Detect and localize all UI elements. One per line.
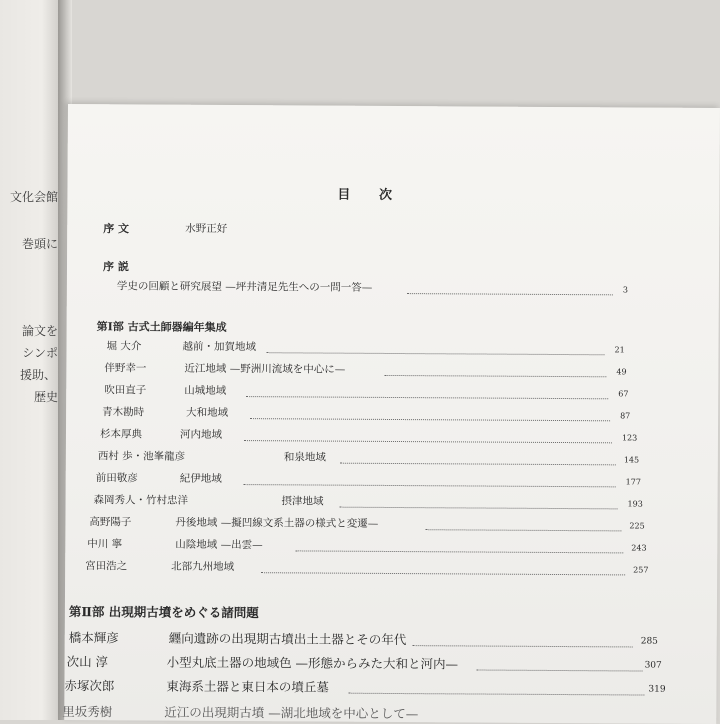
entry-author: 杉本厚典 bbox=[99, 428, 143, 441]
page-number: 307 bbox=[644, 660, 662, 671]
entry-title: 越前・加賀地域 bbox=[182, 340, 257, 354]
entry-title: 摂津地域 bbox=[281, 495, 324, 508]
left-page-text: 巻頭に bbox=[21, 237, 58, 251]
preface-author: 水野正好 bbox=[185, 222, 228, 235]
left-page-text: 歴史 bbox=[33, 390, 58, 404]
left-page-text: 援助、 bbox=[19, 368, 56, 382]
leader-dots bbox=[477, 669, 643, 672]
entry-title: 近江地域 —野洲川流域を中心に— bbox=[184, 362, 346, 376]
entry-title: 小型丸底土器の地域色 —形態からみた大和と河内— bbox=[166, 654, 459, 672]
page-number: 243 bbox=[631, 543, 647, 553]
leader-dots bbox=[261, 571, 625, 575]
left-page-text: シンポ bbox=[22, 346, 58, 360]
entry-author: 橋本輝彦 bbox=[68, 630, 119, 646]
leader-dots bbox=[407, 292, 613, 295]
preface-label: 序 文 bbox=[103, 222, 130, 236]
entry-title: 東海系土器と東日本の墳丘墓 bbox=[166, 678, 330, 695]
page-number: 319 bbox=[648, 684, 666, 695]
entry-title: 丹後地域 —擬凹線文系土器の様式と変遷— bbox=[175, 516, 379, 530]
entry-author: 青木勘時 bbox=[102, 406, 145, 419]
toc-page bbox=[64, 104, 720, 724]
entry-author: 前田敬彦 bbox=[95, 472, 138, 485]
entry-title: 近江の出現期古墳 —湖北地域を中心として— bbox=[164, 704, 419, 722]
left-page-text: 論文を bbox=[21, 324, 58, 338]
entry-author: 赤塚次郎 bbox=[64, 677, 115, 694]
leader-dots bbox=[425, 528, 621, 531]
entry-author: 次山 淳 bbox=[66, 654, 109, 670]
entry-author: 吹田直子 bbox=[104, 384, 147, 397]
leader-dots bbox=[266, 351, 604, 355]
leader-dots bbox=[246, 395, 608, 399]
part2-heading: 第Ⅱ部 出現期古墳をめぐる諸問題 bbox=[68, 604, 259, 621]
entry-title: 和泉地域 bbox=[283, 451, 326, 464]
leader-dots bbox=[348, 692, 644, 696]
page-number: 67 bbox=[618, 389, 629, 399]
page-number: 285 bbox=[640, 636, 658, 647]
intro-item-title: 学史の回顧と研究展望 —坪井清足先生への一問一答— bbox=[116, 280, 373, 294]
page-number: 3 bbox=[622, 285, 628, 295]
page-number: 87 bbox=[620, 411, 631, 421]
leader-dots bbox=[340, 462, 616, 466]
page-number: 21 bbox=[614, 345, 625, 355]
part1-heading: 第Ⅰ部 古式土師器編年集成 bbox=[96, 320, 227, 334]
entry-author: 西村 歩・池峯龍彦 bbox=[97, 450, 186, 463]
leader-dots bbox=[413, 644, 633, 647]
entry-author: 高野陽子 bbox=[89, 516, 132, 529]
entry-title: 紀伊地域 bbox=[179, 472, 222, 485]
leader-dots bbox=[244, 483, 616, 487]
entry-title: 北部九州地域 bbox=[171, 560, 235, 574]
entry-title: 山陰地域 —出雲— bbox=[175, 538, 263, 552]
leader-dots bbox=[250, 417, 610, 421]
page-number: 49 bbox=[616, 367, 627, 377]
intro-label: 序 説 bbox=[102, 260, 129, 274]
entry-author: 中川 寧 bbox=[87, 538, 123, 551]
leader-dots bbox=[340, 506, 618, 510]
leader-dots bbox=[384, 374, 606, 377]
page-number: 257 bbox=[633, 565, 649, 575]
entry-title: 河内地域 bbox=[179, 428, 223, 441]
entry-title: 山城地域 bbox=[184, 384, 227, 397]
previous-page bbox=[0, 0, 60, 720]
page-number: 225 bbox=[629, 521, 645, 531]
page-number: 145 bbox=[623, 455, 640, 465]
entry-author: 伴野幸一 bbox=[104, 362, 147, 375]
left-page-text: 文化会館 bbox=[9, 190, 58, 204]
entry-title: 纒向遺跡の出現期古墳出土土器とその年代 bbox=[168, 630, 407, 648]
entry-author: 堀 大介 bbox=[106, 340, 142, 353]
entry-author: 里坂秀樹 bbox=[62, 703, 113, 720]
page-number: 193 bbox=[627, 499, 643, 509]
page-title: 目 次 bbox=[337, 187, 405, 204]
page-number: 177 bbox=[625, 477, 642, 487]
leader-dots bbox=[295, 549, 623, 553]
entry-author: 宮田浩之 bbox=[85, 560, 128, 573]
leader-dots bbox=[244, 439, 612, 443]
page-number: 123 bbox=[621, 433, 638, 443]
entry-title: 大和地域 bbox=[186, 406, 229, 419]
entry-author: 森岡秀人・竹村忠洋 bbox=[93, 494, 189, 507]
